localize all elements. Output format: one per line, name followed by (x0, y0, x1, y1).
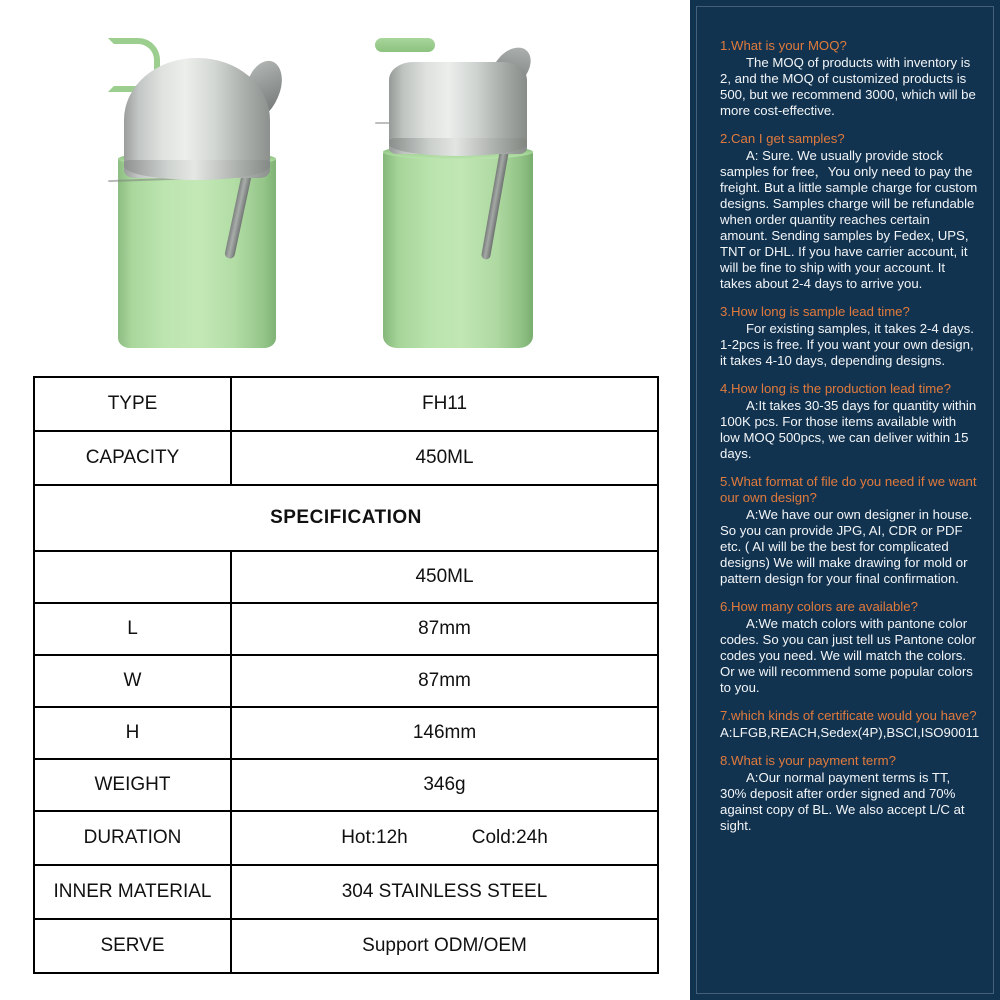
faq-item (720, 38, 978, 119)
table-row (34, 655, 658, 707)
faq-question: 5.What format of file do you need if we want our own design? (720, 474, 977, 505)
row-value-serve: Support ODM/OEM (231, 919, 658, 973)
faq-question: 1.What is your MOQ? (720, 38, 847, 53)
row-value-type: FH11 (231, 377, 658, 431)
faq-question: 8.What is your payment term? (720, 753, 896, 768)
faq-question: 3.How long is sample lead time? (720, 304, 910, 319)
duration-hot: Hot:12h (341, 827, 408, 848)
specification-title: SPECIFICATION (34, 485, 658, 551)
row-label-weight: WEIGHT (34, 759, 231, 811)
row-value-capacity-spec: 450ML (231, 551, 658, 603)
table-section-header (34, 485, 658, 551)
faq-answer: A:We match colors with pantone color codes. So you can just tell us Pantone color codes you need. We will match the colors. Or we will recommend some popular colors to you. (720, 616, 976, 695)
row-value-height: 146mm (231, 707, 658, 759)
table-row (34, 759, 658, 811)
jar-side-loop (375, 38, 435, 52)
row-value-duration (231, 811, 658, 865)
row-label-duration: DURATION (34, 811, 231, 865)
duration-cold: Cold:24h (471, 827, 548, 848)
faq-question: 6.How many colors are available? (720, 599, 918, 614)
table-row (34, 551, 658, 603)
faq-content (690, 0, 1000, 1000)
jar-body (118, 156, 276, 348)
faq-item (720, 131, 978, 292)
faq-item (720, 474, 978, 587)
table-row (34, 431, 658, 485)
product-image-gallery (0, 0, 690, 370)
row-value-width: 87mm (231, 655, 658, 707)
row-label-length: L (34, 603, 231, 655)
faq-item (720, 708, 978, 741)
row-label-capacity-blank (34, 551, 231, 603)
table-row (34, 811, 658, 865)
table-row (34, 707, 658, 759)
row-label-height: H (34, 707, 231, 759)
table-row (34, 865, 658, 919)
faq-item (720, 381, 978, 462)
table-row (34, 603, 658, 655)
row-value-capacity: 450ML (231, 431, 658, 485)
row-label-type: TYPE (34, 377, 231, 431)
faq-answer: A: Sure. We usually provide stock samples for free，You only need to pay the freight. But a little sample charge for custom designs. Samples charge will be refundable when order quantity reaches certain amount. Sending samples by Fedex, UPS, TNT or DHL. If you have carrier account, it will be fine to ship with your account. It takes about 2-4 days to arrive you. (720, 148, 978, 291)
table-row (34, 377, 658, 431)
faq-question: 4.How long is the production lead time? (720, 381, 951, 396)
faq-item (720, 753, 978, 834)
faq-item (720, 599, 978, 696)
faq-answer: The MOQ of products with inventory is 2, and the MOQ of customized products is 500, but we recommend 3000, which will be more cost-effective. (720, 55, 976, 118)
faq-item (720, 304, 978, 369)
faq-question: 2.Can I get samples? (720, 131, 845, 146)
faq-answer: A:LFGB,REACH,Sedex(4P),BSCI,ISO90011 (720, 725, 980, 740)
product-photo-domed-lid (108, 38, 308, 348)
faq-question: 7.which kinds of certificate would you have? (720, 708, 977, 723)
faq-answer: A:Our normal payment terms is TT, 30% deposit after order signed and 70% against copy of BL. We also accept L/C at sight. (720, 770, 965, 833)
row-label-serve: SERVE (34, 919, 231, 973)
row-value-weight: 346g (231, 759, 658, 811)
faq-answer: For existing samples, it takes 2-4 days. 1-2pcs is free. If you want your own design, it takes 4-10 days, depending designs. (720, 321, 974, 368)
row-value-inner-material: 304 STAINLESS STEEL (231, 865, 658, 919)
faq-answer: A:It takes 30-35 days for quantity within 100K pcs. For those items available with low MOQ 500pcs, we can deliver within 15 days. (720, 398, 977, 461)
row-label-width: W (34, 655, 231, 707)
product-photo-flat-lid (375, 38, 560, 343)
row-label-inner-material: INNER MATERIAL (34, 865, 231, 919)
faq-answer: A:We have our own designer in house. So you can provide JPG, AI, CDR or PDF etc. ( AI will be the best for complicated designs) We will make drawing for mold or pattern design for your final confirmation. (720, 507, 973, 586)
jar-body (383, 150, 533, 348)
faq-panel (690, 0, 1000, 1000)
row-label-capacity: CAPACITY (34, 431, 231, 485)
table-row (34, 919, 658, 973)
specification-table (33, 376, 659, 974)
row-value-length: 87mm (231, 603, 658, 655)
